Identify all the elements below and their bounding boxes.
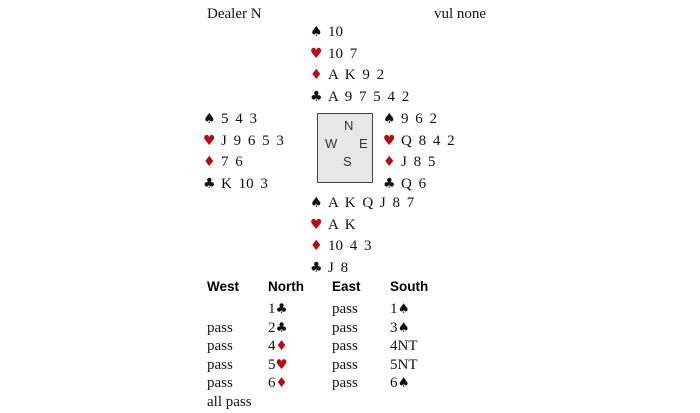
spade-icon: ♠ [397, 375, 410, 392]
bid-east-r1: pass [332, 301, 358, 317]
bid-west-r6: all pass [207, 393, 252, 410]
bid-west-r3: pass [207, 338, 233, 355]
south-hearts-cards: A K [328, 216, 356, 233]
bid-east-r5: pass [332, 375, 358, 392]
east-hand [383, 109, 455, 195]
auction-header-south: South [390, 279, 429, 294]
bid-north-r6 [268, 393, 332, 412]
south-diamonds-cards: 10 4 3 [328, 238, 372, 254]
spade-icon: ♠ [203, 111, 216, 127]
compass-north-label: N [344, 118, 354, 133]
north-diamonds-row [310, 65, 409, 87]
heart-icon: ♥ [203, 132, 216, 149]
compass-west-label: W [325, 136, 338, 151]
heart-icon: ♥ [310, 45, 323, 62]
west-diamonds-cards: 7 6 [221, 154, 243, 170]
spade-icon: ♠ [310, 195, 323, 211]
north-hearts-cards: 10 7 [328, 45, 358, 62]
club-icon: ♣ [203, 175, 216, 192]
bid-north-r3: 4♦ [268, 338, 288, 355]
bid-east-r2: pass [332, 319, 358, 336]
diamond-icon: ♦ [310, 67, 323, 83]
bid-south-r2: 3♠ [390, 319, 410, 336]
east-diamonds-row [383, 152, 455, 174]
north-diamonds-cards: A K 9 2 [328, 67, 385, 83]
spade-icon: ♠ [383, 111, 396, 127]
east-clubs-cards: Q 6 [401, 175, 427, 192]
north-clubs-cards: A 9 7 5 4 2 [328, 88, 410, 105]
compass-box [317, 113, 373, 183]
bid-north-r2: 2♣ [268, 319, 288, 336]
bid-south-r3: 4NT [390, 338, 418, 355]
west-spades-row [203, 109, 284, 131]
auction-header-east: East [332, 279, 361, 294]
west-hearts-cards: J 9 6 5 3 [221, 132, 284, 149]
club-icon: ♣ [310, 88, 323, 105]
east-hearts-row [383, 131, 455, 153]
heart-icon: ♥ [310, 216, 323, 233]
compass-east-label: E [359, 136, 368, 151]
spade-icon: ♠ [397, 301, 410, 317]
east-spades-cards: 9 6 2 [401, 111, 437, 127]
club-icon: ♣ [310, 259, 323, 276]
east-clubs-row [383, 174, 455, 196]
bid-south-r6 [390, 393, 462, 412]
bid-east-r3: pass [332, 338, 358, 355]
compass-south-label: S [343, 154, 352, 169]
bid-south-r1: 1♠ [390, 301, 410, 317]
heart-icon: ♥ [275, 356, 288, 373]
auction-table [207, 279, 462, 412]
dealer-label: Dealer N [207, 6, 262, 22]
diamond-icon: ♦ [203, 154, 216, 170]
south-clubs-row [310, 258, 414, 280]
diamond-icon: ♦ [383, 154, 396, 170]
north-spades-cards: 10 [328, 24, 343, 40]
bid-west-r1 [207, 300, 268, 319]
heart-icon: ♥ [383, 132, 396, 149]
bid-north-r1: 1♣ [268, 301, 288, 317]
east-hearts-cards: Q 8 4 2 [401, 132, 455, 149]
north-clubs-row [310, 87, 409, 109]
bid-north-r5: 6♦ [268, 375, 288, 392]
south-diamonds-row [310, 236, 414, 258]
auction-header-west: West [207, 279, 240, 294]
auction-header-north: North [268, 279, 304, 294]
bid-east-r6 [332, 393, 390, 412]
bid-west-r2: pass [207, 319, 233, 336]
west-spades-cards: 5 4 3 [221, 111, 257, 127]
spade-icon: ♠ [397, 319, 410, 336]
spade-icon: ♠ [310, 24, 323, 40]
bid-east-r4: pass [332, 356, 358, 373]
north-hand [310, 22, 409, 108]
bid-south-r4: 5NT [390, 356, 418, 373]
club-icon: ♣ [275, 319, 288, 336]
diamond-icon: ♦ [275, 338, 288, 355]
east-diamonds-cards: J 8 5 [401, 154, 436, 170]
bid-north-r4: 5♥ [268, 356, 288, 373]
south-hand [310, 193, 414, 279]
club-icon: ♣ [383, 175, 396, 192]
south-hearts-row [310, 215, 414, 237]
west-clubs-cards: K 10 3 [221, 175, 268, 192]
north-spades-row [310, 22, 409, 44]
south-clubs-cards: J 8 [328, 259, 349, 276]
diamond-icon: ♦ [275, 375, 288, 392]
west-diamonds-row [203, 152, 284, 174]
vulnerability-label: vul none [434, 6, 487, 22]
south-spades-row [310, 193, 414, 215]
west-hand [203, 109, 284, 195]
north-hearts-row [310, 44, 409, 66]
club-icon: ♣ [275, 301, 288, 317]
bid-west-r5: pass [207, 375, 233, 392]
east-spades-row [383, 109, 455, 131]
bid-south-r5: 6♠ [390, 375, 410, 392]
bid-west-r4: pass [207, 356, 233, 373]
diamond-icon: ♦ [310, 238, 323, 254]
west-clubs-row [203, 174, 284, 196]
west-hearts-row [203, 131, 284, 153]
south-spades-cards: A K Q J 8 7 [328, 195, 415, 211]
